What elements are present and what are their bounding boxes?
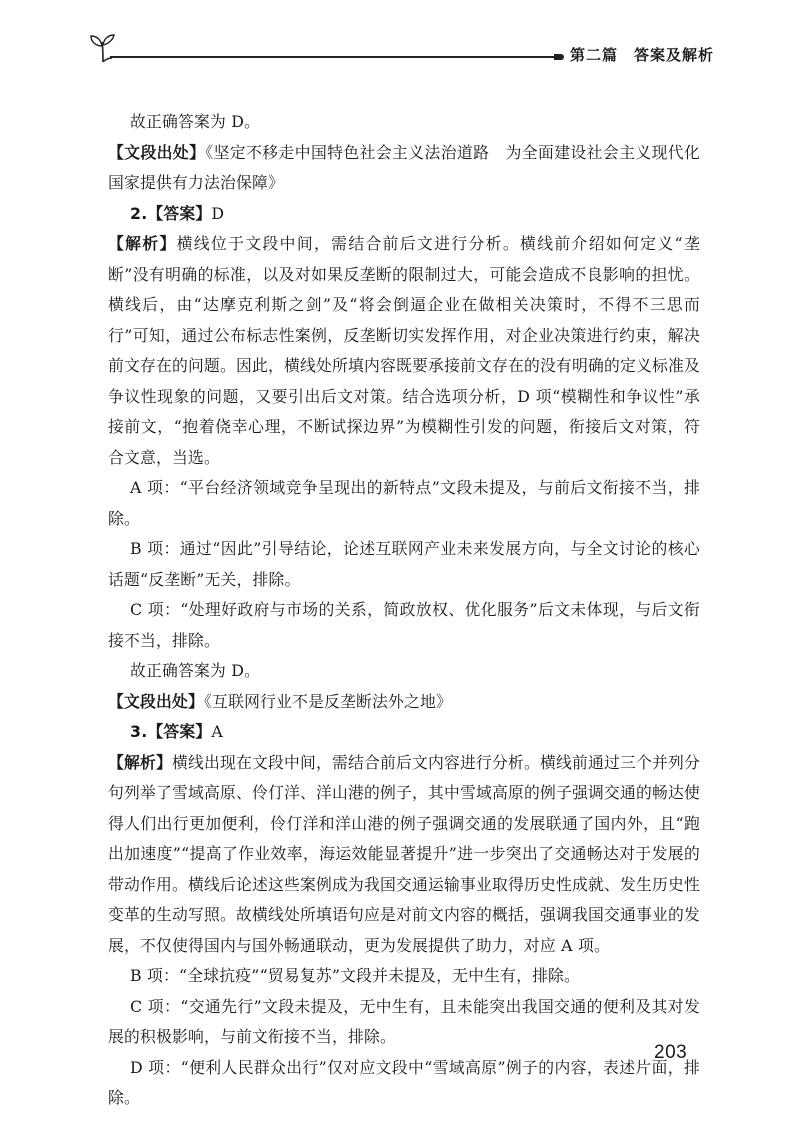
- analysis-paragraph: 【解析】横线位于文段中间，需结合前后文进行分析。横线前介绍如何定义“垄断”没有明确的标准，以及对如果反垄断的限制过大，可能会造成不良影响的担忧。横线后，由“达摩克利斯之剑”及“将会倒逼企业在做相关决策时，不得不三思而行”可知，通过公布标志性案例，反垄断切实发挥作用，对企业决策进行约束，解决前文存在的问题。因此，横线处所填内容既要承接前文存在的没有明确的定义标准及争议性现象的问题，又要引出后文对策。结合选项分析，D 项“模糊性和争议性”承接前文，“抱着侥幸心理，不断试探边界”为模糊性引发的问题，衔接后文对策，符合文意，当选。: [108, 234, 700, 467]
- answer-line: 2.【答案】D: [130, 203, 225, 223]
- source-citation: 【文段出处】《坚定不移走中国特色社会主义法治道路 为全面建设社会主义现代化国家提供有力法治保障》: [108, 142, 700, 192]
- analysis-paragraph: 【解析】横线出现在文段中间，需结合前后文内容进行分析。横线前通过三个并列分句列举了雪域高原、伶仃洋、洋山港的例子，其中雪域高原的例子强调交通的畅达使得人们出行更加便利，伶仃洋和洋山港的例子强调交通的发展联通了国内外，且“跑出加速度”“提高了作业效率，海运效能显著提升”进一步突出了交通畅达对于发展的带动作用。横线后论述这些案例成为我国交通运输事业取得历史性成就、发生历史性变革的生动写照。故横线处所填语句应是对前文内容的概括，强调我国交通事业的发展，不仅使得国内与国外畅通联动，更为发展提供了助力，对应 A 项。: [108, 752, 700, 955]
- conclusion-line: 故正确答案为 D。: [130, 112, 261, 131]
- option-c-analysis: C 项：“处理好政府与市场的关系，简政放权、优化服务”后文未体现，与后文衔接不当，排除。: [108, 600, 700, 650]
- section-title: 第二篇 答案及解析: [570, 46, 715, 64]
- sprout-leaf-icon: [88, 32, 118, 66]
- running-header: [88, 32, 715, 68]
- page-number: 203: [654, 1042, 688, 1063]
- option-a-analysis: A 项：“平台经济领域竞争呈现出的新特点”文段未提及，与前后文衔接不当，排除。: [108, 478, 700, 528]
- answer-line: 3.【答案】A: [130, 722, 223, 741]
- header-rule: [110, 56, 558, 58]
- option-b-analysis: B 项：通过“因此”引导结论，论述互联网产业未来发展方向，与全文讨论的核心话题“反垄断”无关，排除。: [108, 539, 700, 589]
- option-c-analysis: C 项：“交通先行”文段未提及，无中生有，且未能突出我国交通的便利及其对发展的积极影响，与前文衔接不当，排除。: [108, 996, 700, 1046]
- answer-explanation-body: [108, 107, 700, 1114]
- option-b-analysis: B 项：“全球抗疫”“贸易复苏”文段并未提及，无中生有，排除。: [130, 966, 581, 985]
- conclusion-line: 故正确答案为 D。: [130, 661, 261, 680]
- header-rule-end: [554, 54, 564, 60]
- option-d-analysis: D 项：“便利人民群众出行”仅对应文段中“雪域高原”例子的内容，表述片面，排除。: [108, 1057, 700, 1107]
- source-citation: 【文段出处】《互联网行业不是反垄断法外之地》: [108, 691, 453, 711]
